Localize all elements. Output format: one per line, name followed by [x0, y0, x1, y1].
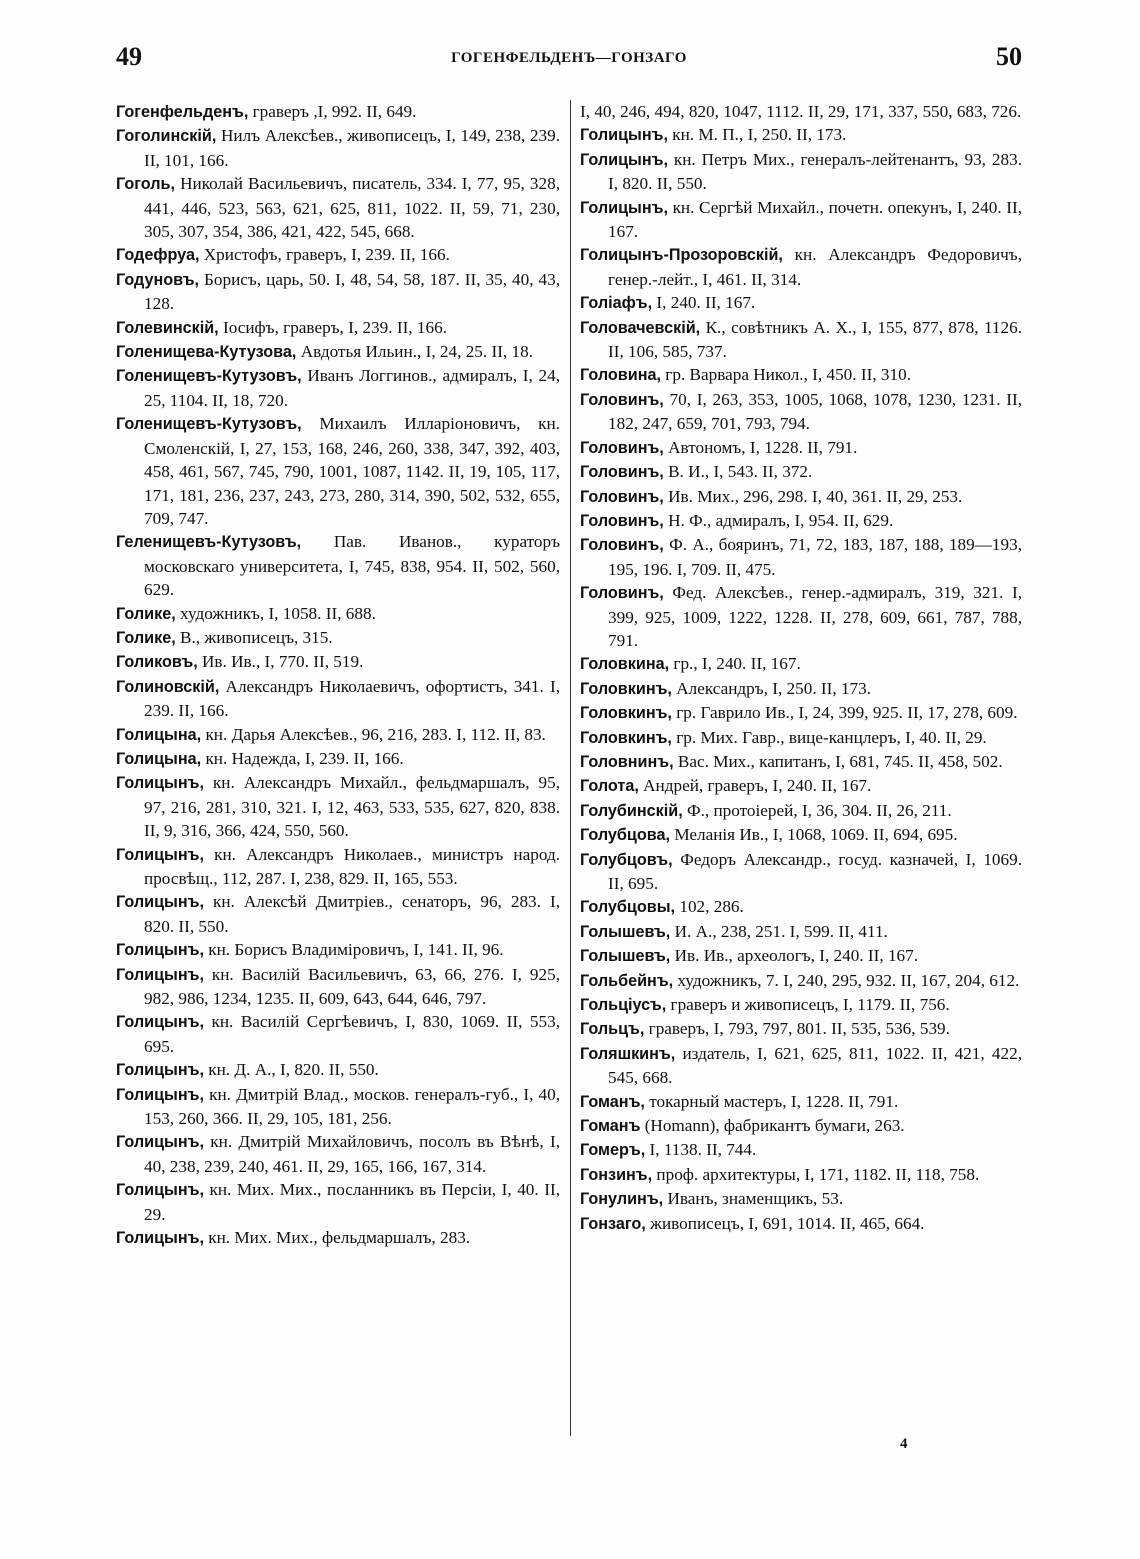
index-entry [580, 148, 1022, 196]
entry-headword: Голицынъ-Прозоровскій, [580, 246, 783, 265]
entry-headword: Голевинскій, [116, 318, 219, 337]
entry-headword: Головинъ, [580, 511, 664, 530]
index-entry [580, 485, 1022, 509]
entry-references: Авдотья Ильин., I, 24, 25. II, 18. [296, 342, 534, 362]
entry-references: К., совѣтникъ А. Х., I, 155, 877, 878, 1126. II, 106, 585, 737. [608, 317, 1022, 362]
entry-references: кн. Мих. Мих., посланникъ въ Персіи, I, 40. II, 29. [144, 1180, 560, 1224]
entry-headword: Голубцовъ, [580, 850, 673, 869]
index-entry [580, 316, 1022, 364]
index-entry [116, 675, 560, 723]
index-entry [116, 1226, 560, 1250]
index-entry [116, 1058, 560, 1082]
index-entry [580, 243, 1022, 291]
index-entry [116, 1083, 560, 1131]
entry-references: I, 40, 246, 494, 820, 1047, 1112. II, 29, 171, 337, 550, 683, 726. [580, 102, 1022, 121]
entry-headword: Голицынъ, [116, 893, 204, 912]
index-entry [580, 1114, 1022, 1138]
entry-references: кн. Сергѣй Михайл., почетн. опекунъ, I, 240. II, 167. [608, 197, 1022, 242]
entry-references: Андрей, граверъ, I, 240. II, 167. [638, 776, 872, 796]
index-entry [116, 316, 560, 340]
index-entry [580, 460, 1022, 484]
index-entry [116, 843, 560, 891]
index-entry [116, 747, 560, 771]
entry-references: Ф. А., бояринъ, 71, 72, 183, 187, 188, 189—193, 195, 196. I, 709. II, 475. [608, 535, 1022, 579]
index-entry [580, 823, 1022, 847]
entry-headword: Голицына, [116, 749, 202, 768]
entry-headword: Головинъ, [580, 463, 664, 482]
signature-mark: 4 [900, 1436, 908, 1452]
index-entry [116, 1178, 560, 1226]
index-entry [580, 1090, 1022, 1114]
entry-headword: Голышевъ, [580, 947, 671, 966]
entry-references: художникъ, I, 1058. II, 688. [175, 603, 376, 623]
entry-references: Христофъ, граверъ, I, 239. II, 166. [199, 245, 450, 265]
index-entry [580, 920, 1022, 944]
entry-references: Александръ, I, 250. II, 173. [671, 678, 872, 698]
entry-headword: Головинъ, [580, 390, 664, 409]
index-entry [116, 723, 560, 747]
entry-headword: Головина, [580, 366, 661, 385]
column-divider [570, 100, 571, 1436]
entry-headword: Гонзинъ, [580, 1165, 653, 1184]
right-column [580, 100, 1022, 1236]
entry-headword: Голубцовы, [580, 898, 676, 917]
index-entry [580, 436, 1022, 460]
index-entry [116, 412, 560, 530]
index-entry [116, 1130, 560, 1178]
entry-headword: Голицына, [116, 725, 202, 744]
entry-headword: Годефруа, [116, 246, 200, 265]
index-entry [116, 938, 560, 962]
entry-references: кн. Мих. Мих., фельдмаршалъ, 283. [203, 1228, 471, 1248]
entry-references: Вас. Мих., капитанъ, I, 681, 745. II, 458, 502. [673, 751, 1003, 771]
entry-headword: Голицынъ, [580, 126, 668, 145]
entry-references: Борисъ, царь, 50. I, 48, 54, 58, 187. II, 35, 40, 43, 128. [144, 269, 560, 314]
entry-references: Ив. Ив., I, 770. II, 519. [197, 652, 364, 672]
entry-references: Нилъ Алексѣев., живописецъ, I, 149, 238, 239. II, 101, 166. [144, 126, 560, 170]
entry-headword: Голенищевъ-Кутузовъ, [116, 367, 302, 386]
index-entry [580, 1163, 1022, 1187]
entry-references: издатель, I, 621, 625, 811, 1022. II, 421, 422, 545, 668. [608, 1043, 1022, 1088]
entry-references: проф. архитектуры, I, 171, 1182. II, 118, 758. [652, 1164, 980, 1184]
index-entry [116, 963, 560, 1011]
entry-references: I, 1138. II, 744. [645, 1140, 757, 1160]
entry-headword: Головкинъ, [580, 728, 672, 747]
index-entry [580, 944, 1022, 968]
entry-references: художникъ, 7. I, 240, 295, 932. II, 167, 204, 612. [673, 970, 1020, 990]
index-entry [580, 1187, 1022, 1211]
index-entry [580, 774, 1022, 798]
index-entry [580, 533, 1022, 581]
entry-headword: Голяшкинъ, [580, 1044, 676, 1063]
index-entry [580, 388, 1022, 436]
entry-references: кн. Василій Васильевичъ, 63, 66, 276. I, 925, 982, 986, 1234, 1235. II, 609, 643, 644, 646, 797. [144, 964, 560, 1009]
entry-references: кн. Александръ Федоровичъ, генер.-лейт., I, 461. II, 314. [608, 245, 1022, 289]
index-entry [580, 291, 1022, 315]
index-entry [580, 969, 1022, 993]
index-entry [580, 1042, 1022, 1090]
entry-references: Пав. Иванов., кураторъ московскаго университета, I, 745, 838, 954. II, 502, 560, 629. [144, 532, 560, 600]
index-entry [580, 1138, 1022, 1162]
entry-headword: Голицынъ, [116, 1013, 204, 1032]
entry-headword: Голицынъ, [580, 198, 668, 217]
entry-references: В., живописецъ, 315. [175, 627, 333, 647]
entry-references: кн. Александръ Михайл., фельдмаршалъ, 95, 97, 216, 281, 310, 321. I, 12, 463, 533, 535, 627, 820, 838. II, 9, 316, 366, 424, 550, 560. [144, 773, 560, 841]
index-entry [116, 340, 560, 364]
entry-headword: Головачевскій, [580, 318, 701, 337]
entry-headword: Голицынъ, [116, 1229, 204, 1248]
entry-references: живописецъ, I, 691, 1014. II, 465, 664. [645, 1213, 925, 1233]
entry-headword: Головинъ, [580, 487, 664, 506]
entry-references: Іосифъ, граверъ, I, 239. II, 166. [218, 317, 447, 337]
entry-references: В. И., I, 543. II, 372. [663, 462, 813, 482]
entry-references: кн. Дмитрій Влад., москов. генералъ-губ., I, 40, 153, 260, 366. II, 29, 105, 181, 256. [144, 1084, 560, 1129]
entry-headword: Голицынъ, [116, 941, 204, 960]
left-page-number: 49 [116, 42, 142, 71]
index-entry [580, 895, 1022, 919]
entry-headword: Гонулинъ, [580, 1190, 664, 1209]
entry-references: кн. Д. А., I, 820. II, 550. [203, 1060, 379, 1080]
entry-references: Н. Ф., адмиралъ, I, 954. II, 629. [663, 510, 894, 530]
entry-headword: Голицынъ, [116, 1133, 204, 1152]
index-entry [580, 509, 1022, 533]
index-entry [116, 1010, 560, 1058]
entry-headword: Головинъ, [580, 536, 664, 555]
right-page-number: 50 [996, 42, 1022, 71]
left-column [116, 100, 560, 1251]
entry-headword: Голенищевъ-Кутузовъ, [116, 415, 302, 434]
entry-headword: Голике, [116, 604, 176, 623]
entry-headword: Гомеръ, [580, 1141, 646, 1160]
entry-references: кн. Александръ Николаев., министръ народ. просвѣщ., 112, 287. I, 238, 829. II, 165, 553. [144, 844, 560, 888]
index-entry [580, 993, 1022, 1017]
entry-references: Меланія Ив., I, 1068, 1069. II, 694, 695. [670, 825, 958, 845]
entry-headword: Гоманъ [580, 1117, 641, 1136]
entry-headword: Гольбейнъ, [580, 971, 674, 990]
index-entry [116, 530, 560, 601]
entry-headword: Голубинскій, [580, 801, 683, 820]
entry-headword: Головкинъ, [580, 679, 672, 698]
entry-headword: Гоманъ, [580, 1092, 645, 1111]
index-entry [116, 100, 560, 124]
entry-references: И. А., 238, 251. I, 599. II, 411. [670, 921, 888, 941]
entry-references: I, 240. II, 167. [652, 293, 756, 313]
entry-headword: Голіафъ, [580, 294, 653, 313]
entry-references: Фед. Алексѣев., генер.-адмиралъ, 319, 321. I, 399, 925, 1009, 1222, 1228. II, 278, 609, 661, 787, 788, 791. [608, 583, 1022, 650]
entry-references: гр. Варвара Никол., I, 450. II, 310. [661, 365, 911, 385]
entry-references: Иванъ, знаменщикъ, 53. [663, 1189, 844, 1209]
entry-references: 102, 286. [675, 897, 744, 917]
entry-headword: Голиковъ, [116, 653, 198, 672]
entry-headword: Голицынъ, [116, 774, 204, 793]
index-entry [116, 243, 560, 267]
entry-references: граверъ ,I, 992. II, 649. [248, 102, 417, 121]
entry-references: кн. Василій Сергѣевичъ, I, 830, 1069. II, 553, 695. [144, 1012, 560, 1056]
index-entry [116, 268, 560, 316]
entry-references: гр. Гаврило Ив., I, 24, 399, 925. II, 17, 278, 609. [671, 703, 1018, 723]
index-entry [580, 1017, 1022, 1041]
entry-headword: Голицынъ, [116, 1061, 204, 1080]
entry-references: Николай Васильевичъ, писатель, 334. I, 77, 95, 328, 441, 446, 523, 563, 621, 625, 811, 1022. II, 59, 71, 230, 305, 307, 354, 386, 421, 422, 545, 668. [144, 174, 560, 242]
entry-headword: Голота, [580, 777, 639, 796]
entry-headword: Годуновъ, [116, 270, 200, 289]
index-entry [580, 701, 1022, 725]
entry-references: кн. Алексѣй Дмитріев., сенаторъ, 96, 283. I, 820. II, 550. [144, 892, 560, 936]
entry-references: граверъ, I, 793, 797, 801. II, 535, 536, 539. [644, 1019, 950, 1039]
index-entry [580, 677, 1022, 701]
entry-references: Федоръ Александр., госуд. казначей, I, 1069. II, 695. [608, 849, 1022, 893]
entry-references: кн. Дмитрій Михайловичъ, посолъ въ Вѣнѣ, I, 40, 238, 239, 240, 461. II, 29, 165, 166, 167, 314. [144, 1132, 560, 1176]
entry-headword: Голицынъ, [116, 1181, 204, 1200]
entry-references: Автономъ, I, 1228. II, 791. [663, 437, 858, 457]
entry-references: токарный мастеръ, I, 1228. II, 791. [644, 1091, 899, 1111]
entry-headword: Голицынъ, [116, 1085, 204, 1104]
index-entry [580, 363, 1022, 387]
entry-references: гр. Мих. Гавр., вице-канцлеръ, I, 40. II, 29. [671, 727, 987, 747]
entry-references: Иванъ Логгинов., адмиралъ, I, 24, 25, 1104. II, 18, 720. [144, 366, 560, 410]
entry-headword: Головкинъ, [580, 704, 672, 723]
entry-headword: Гоголь, [116, 175, 176, 194]
entry-references: (Homann), фабрикантъ бумаги, 263. [640, 1116, 905, 1136]
entry-references: Ив. Ив., археологъ, I, 240. II, 167. [670, 946, 919, 966]
entry-references: кн. Надежда, I, 239. II, 166. [201, 748, 404, 768]
index-entry [580, 726, 1022, 750]
entry-headword: Головинъ, [580, 438, 664, 457]
index-entry [580, 581, 1022, 652]
entry-headword: Головинъ, [580, 584, 664, 603]
index-entry [116, 602, 560, 626]
entry-references: кн. М. П., I, 250. II, 173. [667, 125, 847, 145]
index-entry [116, 124, 560, 172]
entry-headword: Гольціусъ, [580, 996, 667, 1015]
entry-references: Александръ Николаевичъ, офортистъ, 341. I, 239. II, 166. [144, 676, 560, 721]
entry-references: кн. Петръ Мих., генералъ-лейтенантъ, 93, 283. I, 820. II, 550. [608, 149, 1022, 194]
entry-headword: Гоголинскій, [116, 127, 217, 146]
index-entry [580, 799, 1022, 823]
entry-headword: Голицынъ, [116, 845, 204, 864]
index-entry [116, 771, 560, 842]
entry-references: граверъ и живописецъ, I, 1179. II, 756. [666, 995, 950, 1015]
index-entry [116, 650, 560, 674]
index-entry [580, 750, 1022, 774]
entry-references: кн. Дарья Алексѣев., 96, 216, 283. I, 112. II, 83. [201, 724, 546, 744]
index-entry [580, 848, 1022, 896]
entry-headword: Голышевъ, [580, 922, 671, 941]
index-entry [116, 172, 560, 243]
entry-references: 70, I, 263, 353, 1005, 1068, 1078, 1230, 1231. II, 182, 247, 659, 701, 793, 794. [608, 389, 1022, 434]
entry-references: гр., I, 240. II, 167. [669, 654, 801, 674]
index-entry [116, 364, 560, 412]
index-entry [580, 100, 1022, 123]
entry-references: кн. Борисъ Владиміровичъ, I, 141. II, 96. [203, 940, 504, 960]
index-entry [116, 626, 560, 650]
index-entry [580, 123, 1022, 147]
entry-headword: Гонзаго, [580, 1214, 646, 1233]
entry-headword: Голицынъ, [580, 150, 668, 169]
index-entry [580, 652, 1022, 676]
entry-headword: Голиновскій, [116, 677, 220, 696]
entry-headword: Голенищева-Кутузова, [116, 343, 297, 362]
entry-references: Ф., протоіерей, I, 36, 304. II, 26, 211. [682, 800, 952, 820]
entry-headword: Голицынъ, [116, 965, 204, 984]
entry-headword: Головнинъ, [580, 752, 674, 771]
entry-headword: Голубцова, [580, 826, 671, 845]
index-entry [580, 1212, 1022, 1236]
entry-headword: Геленищевъ-Кутузовъ, [116, 533, 302, 552]
index-entry [116, 890, 560, 938]
running-title: ГОГЕНФЕЛЬДЕНЪ—ГОНЗАГО [451, 50, 687, 66]
running-header [116, 40, 1022, 76]
entry-headword: Головкина, [580, 655, 670, 674]
index-entry [580, 196, 1022, 244]
entry-headword: Голике, [116, 628, 176, 647]
entry-headword: Гольцъ, [580, 1020, 645, 1039]
entry-headword: Гогенфельденъ, [116, 103, 249, 121]
entry-references: Ив. Мих., 296, 298. I, 40, 361. II, 29, 253. [663, 486, 963, 506]
entry-references: Михаилъ Илларіоновичъ, кн. Смоленскій, I, 27, 153, 168, 246, 260, 338, 347, 392, 403, 458, 461, 567, 745, 790, 1001, 1087, 1142. II, 19, 105, 117, 171, 181, 236, 237, 243, 273, 280, 314, 390, 502, 532, 655, 709, 747. [144, 414, 560, 528]
